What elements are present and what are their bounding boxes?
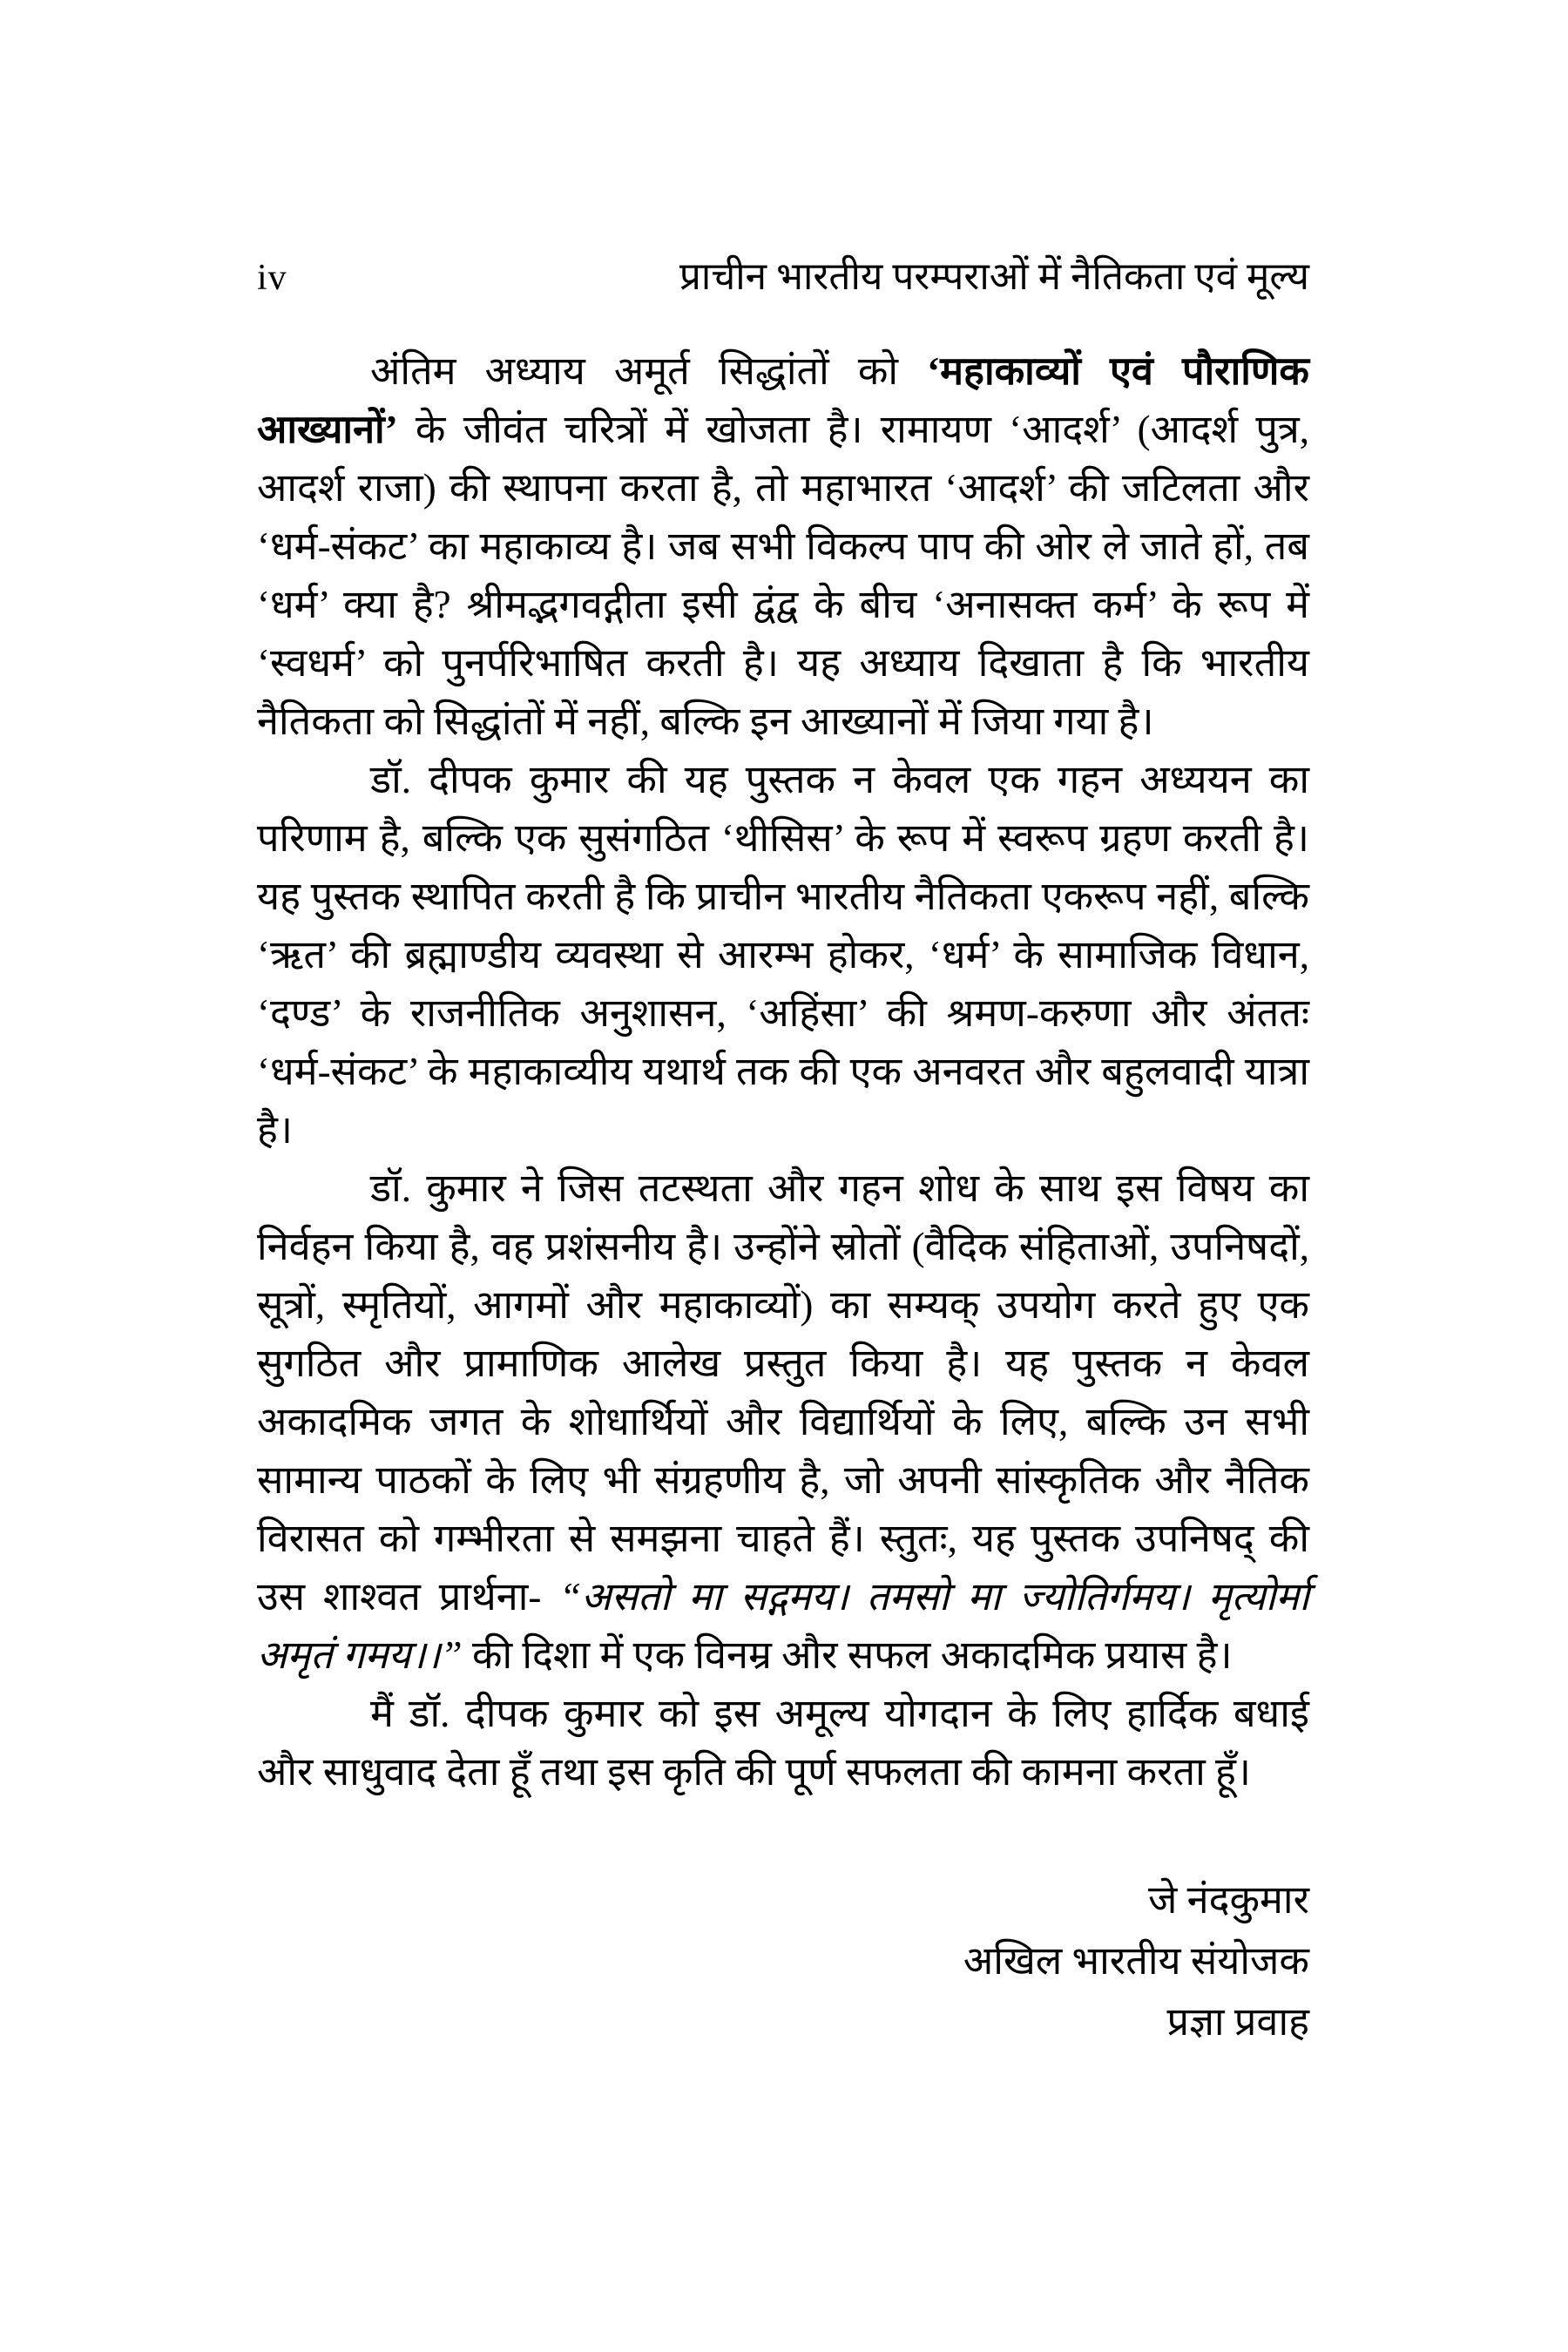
signature-block	[257, 1869, 1309, 2052]
text-segment: अंतिम अध्याय अमूर्त सिद्धांतों को	[370, 349, 928, 393]
text-segment: की दिशा में एक विनम्र और सफल अकादमिक प्रयास है।	[462, 1633, 1233, 1677]
body-text	[257, 342, 1309, 1801]
text-segment: डॉ. दीपक कुमार की यह पुस्तक न केवल एक गहन अध्ययन का परिणाम है, बल्कि एक सुसंगठित ‘थीसिस’ के रूप में स्वरूप ग्रहण करती है। यह पुस्तक स्थापित करती है कि प्राचीन भारतीय नैतिकता एकरूप नहीं, बल्कि ‘ऋत’ की ब्रह्माण्डीय व्यवस्था से आरम्भ होकर, ‘धर्म’ के सामाजिक विधान, ‘दण्ड’ के राजनीतिक अनुशासन, ‘अहिंसा’ की श्रमण-करुणा और अंततः ‘धर्म-संकट’ के महाकाव्यीय यथार्थ तक की एक अनवरत और बहुलवादी यात्रा है।	[257, 758, 1309, 1152]
bold-text-segment: ‘महाकाव्यों एवं पौराणिक आख्यानों’	[257, 349, 1309, 451]
paragraph-1	[257, 342, 1309, 751]
signature-name: जे नंदकुमार	[1147, 1878, 1309, 1922]
text-segment: के जीवंत चरित्रों में खोजता है। रामायण ‘आदर्श’ (आदर्श पुत्र, आदर्श राजा) की स्थापना करता है, तो महाभारत ‘आदर्श’ की जटिलता और ‘धर्म-संकट’ का महाकाव्य है। जब सभी विकल्प पाप की ओर ले जाते हों, तब ‘धर्म’ क्या है? श्रीमद्भगवद्गीता इसी द्वंद्व के बीच ‘अनासक्त कर्म’ के रूप में ‘स्वधर्म’ को पुनर्परिभाषित करती है। यह अध्याय दिखाता है कि भारतीय नैतिकता को सिद्धांतों में नहीं, बल्कि इन आख्यानों में जिया गया है।	[257, 408, 1309, 743]
text-segment: मैं डॉ. दीपक कुमार को इस अमूल्य योगदान के लिए हार्दिक बधाई और साधुवाद देता हूँ तथा इस कृति की पूर्ण सफलता की कामना करता हूँ।	[257, 1692, 1309, 1794]
paragraph-4	[257, 1685, 1309, 1801]
running-title: प्राचीन भारतीय परम्पराओं में नैतिकता एवं मूल्य	[679, 255, 1309, 298]
sanskrit-quote-segment: “असतो मा सद्गमय। तमसो मा ज्योतिर्गमय। मृत्योर्मा अमृतं गमय।।”	[257, 1575, 1309, 1677]
page-number: iv	[257, 258, 287, 298]
signature-role: अखिल भारतीय संयोजक	[963, 1939, 1309, 1983]
paragraph-2	[257, 751, 1309, 1159]
text-segment: डॉ. कुमार ने जिस तटस्थता और गहन शोध के साथ इस विषय का निर्वहन किया है, वह प्रशंसनीय है। उन्होंने स्रोतों (वैदिक संहिताओं, उपनिषदों, सूत्रों, स्मृतियों, आगमों और महाकाव्यों) का सम्यक् उपयोग करते हुए एक सुगठित और प्रामाणिक आलेख प्रस्तुत किया है। यह पुस्तक न केवल अकादमिक जगत के शोधार्थियों और विद्यार्थियों के लिए, बल्कि उन सभी सामान्य पाठकों के लिए भी संग्रहणीय है, जो अपनी सांस्कृतिक और नैतिक विरासत को गम्भीरता से समझना चाहते हैं। स्तुतः, यह पुस्तक उपनिषद् की उस शाश्वत प्रार्थना-	[257, 1166, 1309, 1619]
signature-organization: प्रज्ञा प्रवाह	[1166, 2000, 1309, 2044]
text-block	[257, 251, 1309, 2052]
page-header	[257, 251, 1309, 304]
paragraph-3	[257, 1159, 1309, 1685]
